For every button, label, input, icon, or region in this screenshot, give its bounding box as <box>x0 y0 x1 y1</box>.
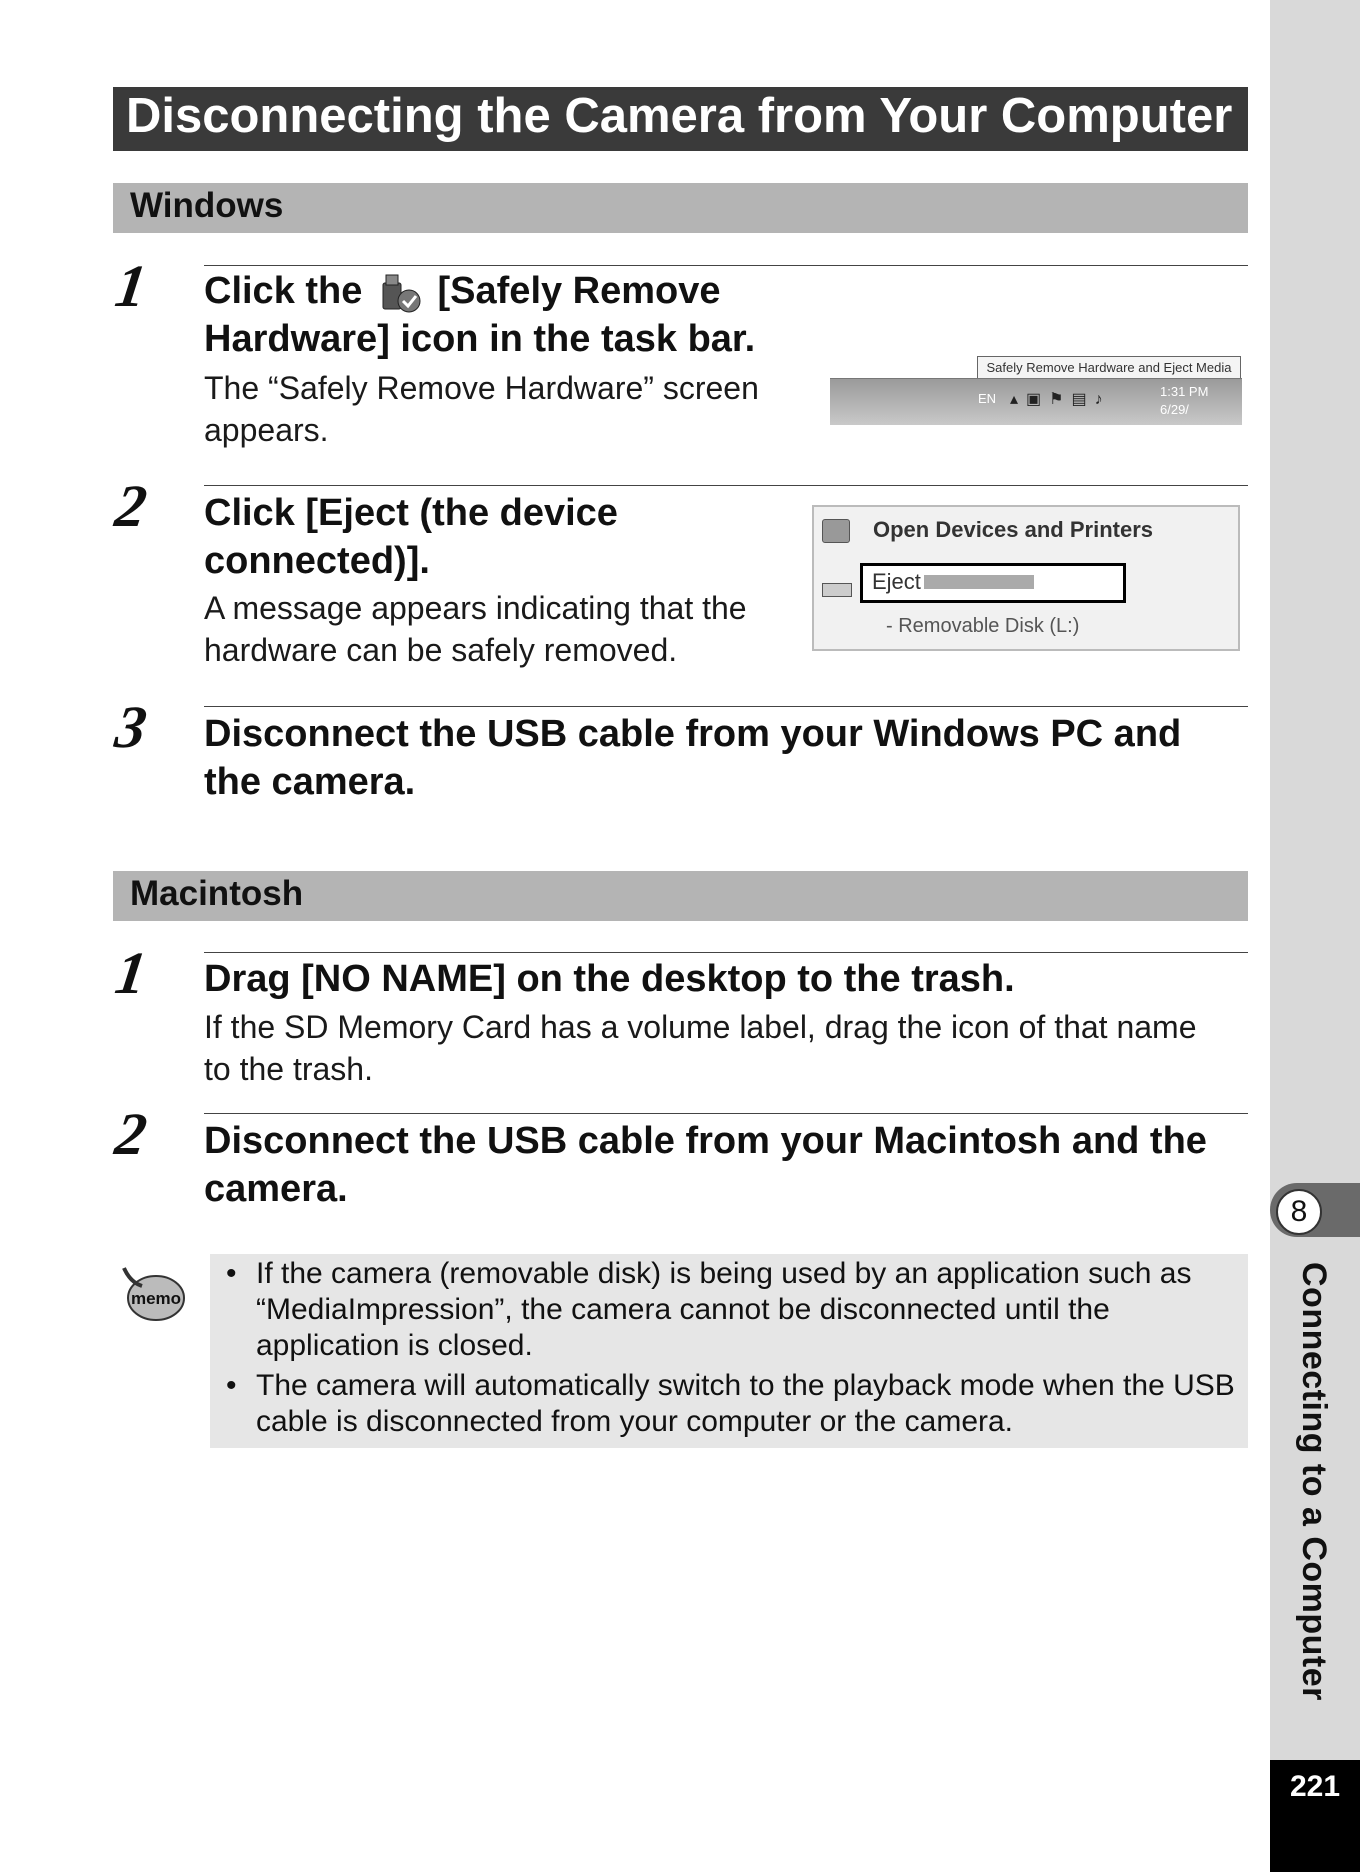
menu-item-open-devices[interactable]: Open Devices and Printers <box>873 517 1153 542</box>
step-divider <box>204 1113 1248 1114</box>
section-label-macintosh: Macintosh <box>130 874 304 913</box>
step-heading: Disconnect the USB cable from your Windows PC and <box>204 713 1182 755</box>
taskbar-tooltip: Safely Remove Hardware and Eject Media <box>977 356 1241 380</box>
step-divider <box>204 706 1248 707</box>
eject-menu-screenshot <box>812 505 1240 651</box>
step-number: 1 <box>111 940 151 1006</box>
drive-icon <box>822 583 852 597</box>
show-hidden-icons-icon[interactable]: ▴ <box>1010 391 1027 408</box>
page-title: Disconnecting the Camera from Your Computer <box>126 89 1233 143</box>
memo-list <box>222 1256 1242 1444</box>
step-number: 2 <box>111 473 151 539</box>
step-number: 1 <box>111 253 151 319</box>
step-heading: connected)]. <box>204 540 430 582</box>
memo-icon-label: memo <box>130 1289 182 1308</box>
memo-item: • If the camera (removable disk) is being used by an application such as “MediaImpression”, the camera cannot be disconnected until the application is closed. <box>222 1256 1242 1364</box>
section-label-windows: Windows <box>130 186 284 225</box>
taskbar <box>830 378 1242 425</box>
taskbar-screenshot <box>830 356 1242 424</box>
step-heading-text: [Safely Remove <box>437 270 721 312</box>
blurred-device-name <box>924 575 1034 589</box>
taskbar-clock[interactable] <box>1160 383 1208 419</box>
step-heading: Drag [NO NAME] on the desktop to the trash. <box>204 958 1015 1000</box>
memo-item: • The camera will automatically switch to the playback mode when the USB cable is disconnected from your computer or the camera. <box>222 1368 1242 1440</box>
menu-item-removable-disk: - Removable Disk (L:) <box>886 615 1080 637</box>
action-center-flag-icon[interactable]: ⚑ <box>1049 391 1072 408</box>
chapter-title: Connecting to a Computer <box>1295 1262 1333 1701</box>
step-heading <box>204 267 721 315</box>
menu-item-eject[interactable]: Eject <box>872 569 921 594</box>
step-divider <box>204 265 1248 266</box>
step-number: 3 <box>111 694 151 760</box>
step-description: A message appears indicating that the <box>204 590 747 626</box>
step-description: to the trash. <box>204 1051 373 1087</box>
step-divider <box>204 952 1248 953</box>
step-heading: the camera. <box>204 761 416 803</box>
step-description: hardware can be safely removed. <box>204 632 678 668</box>
safely-remove-tray-icon[interactable]: ▣ <box>1026 391 1050 408</box>
clock-time: 1:31 PM <box>1160 384 1209 399</box>
step-heading-text: Click the <box>204 270 363 312</box>
step-heading: Hardware] icon in the task bar. <box>204 318 756 360</box>
step-divider <box>204 485 1248 486</box>
chapter-number: 8 <box>1276 1189 1322 1235</box>
memo-icon <box>118 1262 186 1324</box>
page-number: 221 <box>1289 1770 1341 1803</box>
step-description: appears. <box>204 412 329 448</box>
step-number: 2 <box>111 1101 151 1167</box>
safely-remove-hardware-icon <box>377 271 423 315</box>
network-icon[interactable]: ▤ <box>1071 391 1095 408</box>
step-heading: Disconnect the USB cable from your Macintosh and the <box>204 1120 1207 1162</box>
step-heading: camera. <box>204 1168 348 1210</box>
volume-muted-icon[interactable]: ♪ <box>1094 391 1111 408</box>
tray-icons <box>1010 389 1111 409</box>
language-indicator[interactable]: EN <box>978 391 997 406</box>
clock-date: 6/29/ <box>1160 402 1189 417</box>
step-heading: Click [Eject (the device <box>204 492 618 534</box>
printer-icon <box>822 519 850 543</box>
step-description: If the SD Memory Card has a volume label, drag the icon of that name <box>204 1009 1197 1045</box>
step-description: The “Safely Remove Hardware” screen <box>204 370 759 406</box>
